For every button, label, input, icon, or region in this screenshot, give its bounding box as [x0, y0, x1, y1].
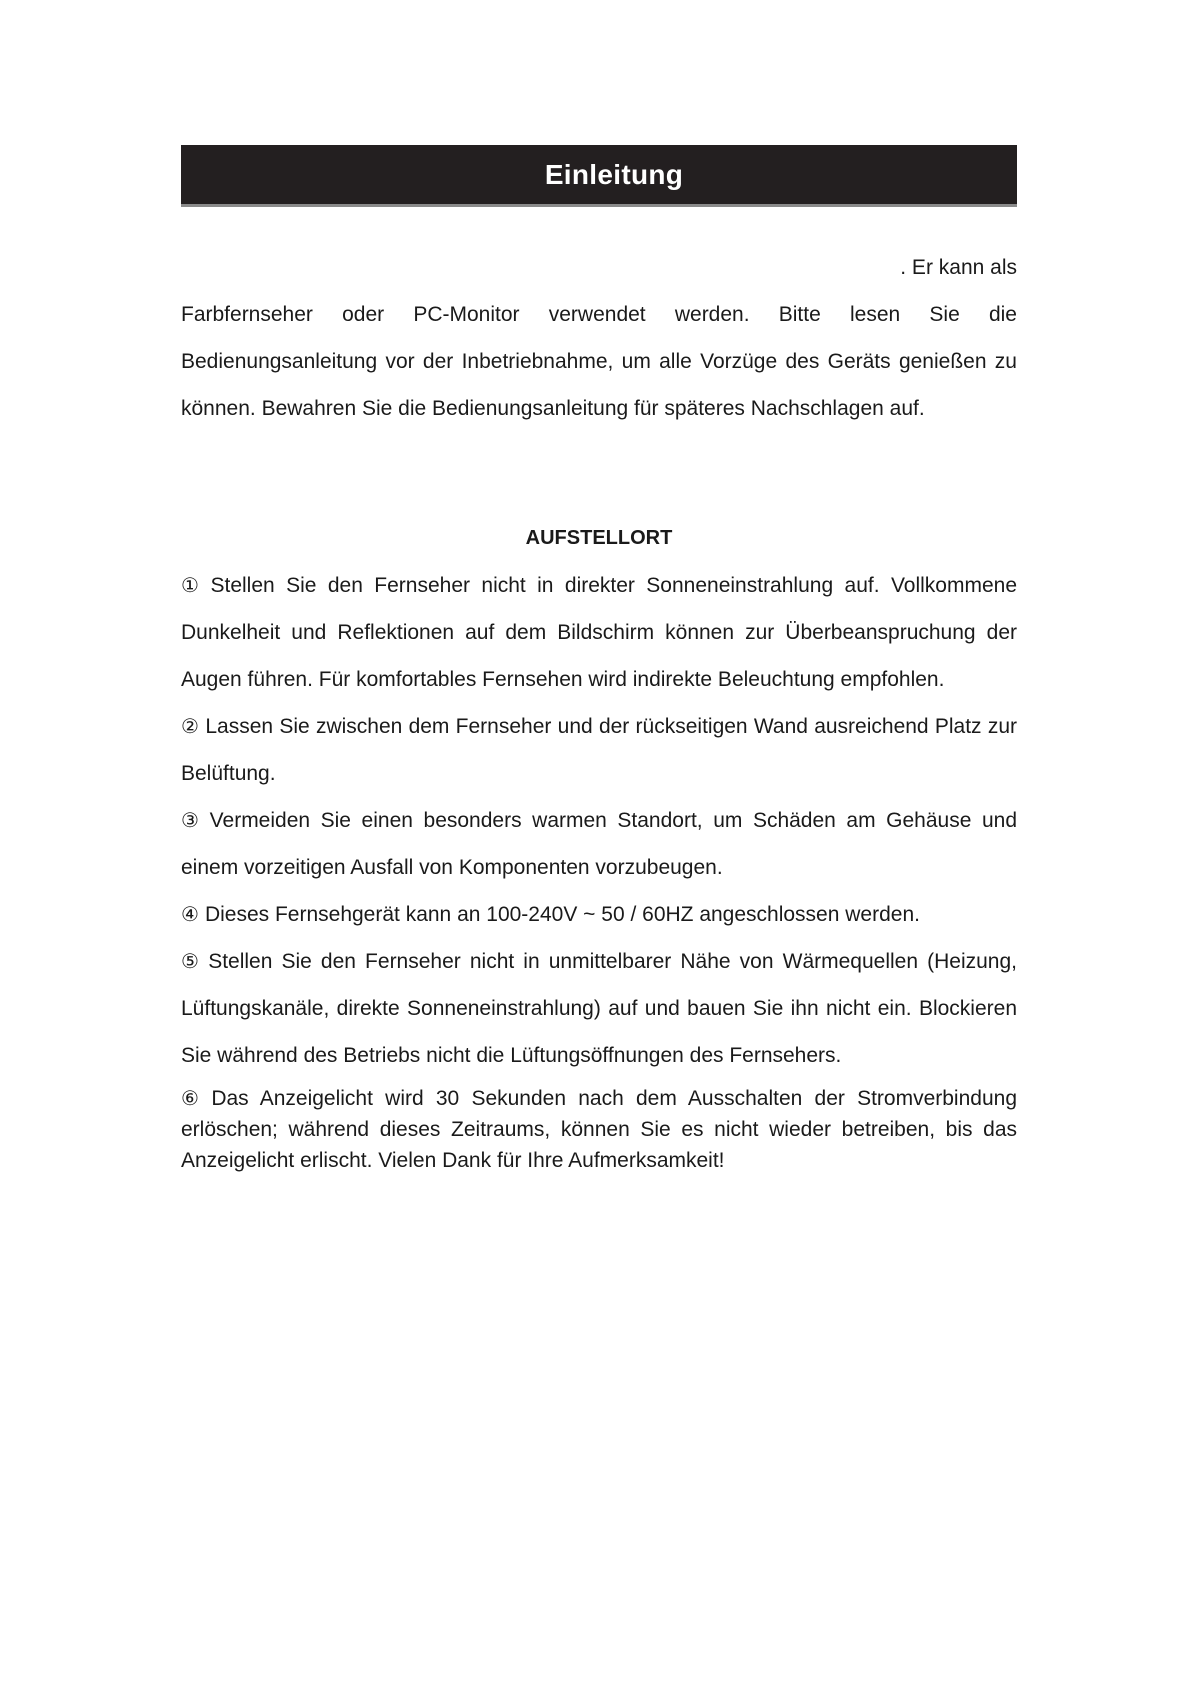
intro-section — [181, 244, 1017, 432]
list-item — [181, 703, 1017, 797]
intro-paragraph: Farbfernseher oder PC-Monitor verwendet werden. Bitte lesen Sie die Bedienungsanleitung vor der Inbetriebnahme, um alle Vorzüge des Geräts genießen zu können. Bewahren Sie die Bedienungsanleitung für späteres Nachschlagen auf. — [181, 303, 1017, 420]
item-text: Lassen Sie zwischen dem Fernseher und der rückseitigen Wand ausreichend Platz zur Belüftung. — [181, 715, 1017, 785]
manual-page — [181, 145, 1017, 1176]
item-text: Stellen Sie den Fernseher nicht in direkter Sonneneinstrahlung auf. Vollkommene Dunkelheit und Reflektionen auf dem Bildschirm können zur Überbeanspruchung der Augen führen. Für komfortables Fernsehen wird indirekte Beleuchtung empfohlen. — [181, 574, 1017, 691]
item-text: Vermeiden Sie einen besonders warmen Standort, um Schäden am Gehäuse und einem vorzeitigen Ausfall von Komponenten vorzubeugen. — [181, 809, 1017, 879]
instruction-list — [181, 562, 1017, 1176]
list-item — [181, 797, 1017, 891]
title-bar — [181, 145, 1017, 207]
page-title: Einleitung — [544, 158, 684, 190]
item-text: Dieses Fernsehgerät kann an 100-240V ~ 50 / 60HZ angeschlossen werden. — [204, 903, 920, 926]
list-item — [181, 891, 1017, 938]
list-item — [181, 562, 1017, 703]
item-number: ② — [181, 714, 200, 738]
list-item — [181, 1083, 1017, 1176]
item-number: ⑥ — [181, 1086, 206, 1110]
item-text: Das Anzeigelicht wird 30 Sekunden nach dem Ausschalten der Stromverbindung erlöschen; während dieses Zeitraums, können Sie es nicht wieder betreiben, bis das Anzeigelicht erlischt. Vielen Dank für Ihre Aufmerksamkeit! — [181, 1087, 1017, 1172]
section-heading: AUFSTELLORT — [525, 527, 673, 549]
item-number: ③ — [181, 808, 204, 832]
intro-lead: . Er kann als — [900, 256, 1017, 279]
item-number: ④ — [181, 902, 199, 926]
item-number: ⑤ — [181, 949, 203, 973]
list-item — [181, 938, 1017, 1079]
item-number: ① — [181, 573, 205, 597]
item-text: Stellen Sie den Fernseher nicht in unmittelbarer Nähe von Wärmequellen (Heizung, Lüftungskanäle, direkte Sonneneinstrahlung) auf und bauen Sie ihn nicht ein. Blockieren Sie während des Betriebs nicht die Lüftungsöffnungen des Fernsehers. — [181, 950, 1017, 1067]
